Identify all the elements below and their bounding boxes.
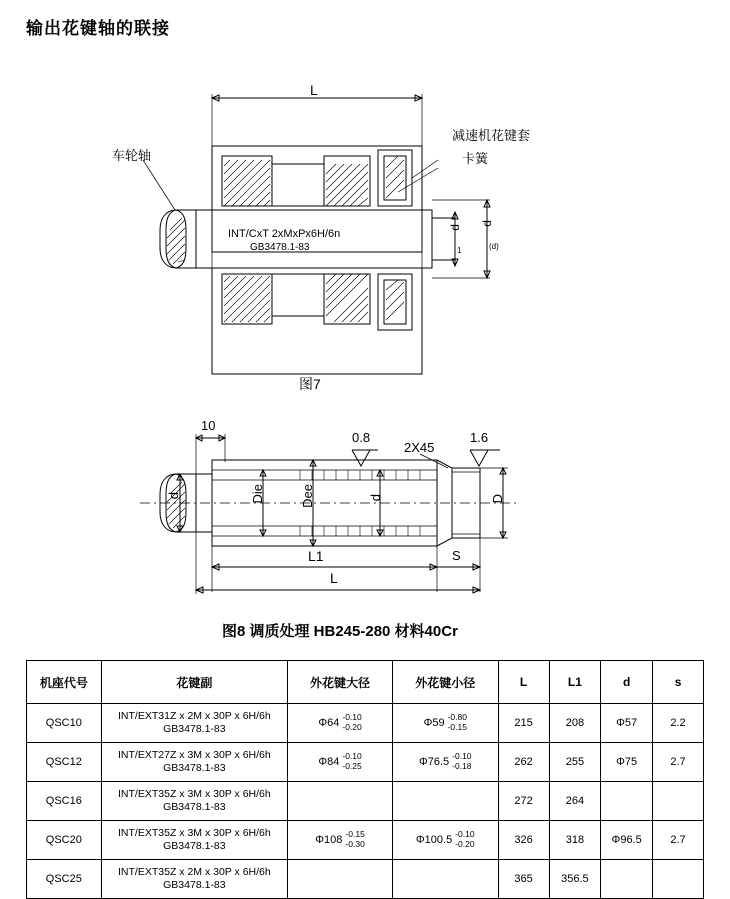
dimension-S: S: [452, 548, 461, 563]
cell-d: [601, 860, 653, 899]
cell-L1: 208: [549, 704, 601, 743]
spline-line-2: GB3478.1-83: [163, 723, 226, 735]
spline-line-2: GB3478.1-83: [163, 801, 226, 813]
dimension-Die: Die: [250, 484, 265, 504]
cell-d: Φ96.5: [601, 821, 653, 860]
dimension-chamfer-10: 10: [201, 418, 216, 433]
figure-8: [0, 412, 730, 622]
figure-7-caption: 图7: [299, 376, 321, 392]
dimension-dd-subscript: (d): [489, 242, 499, 251]
spline-line-1: INT/EXT35Z x 2M x 30P x 6H/6h: [118, 865, 271, 878]
cell-d: Φ75: [601, 743, 653, 782]
major-tol-lower: -0.25: [342, 761, 362, 771]
cell-major-dia: [288, 743, 393, 782]
cell-d: [601, 782, 653, 821]
cell-s: 2.7: [653, 821, 704, 860]
dimension-L-fig8: L: [330, 570, 338, 586]
cell-s: 2.2: [653, 704, 704, 743]
major-tol-lower: -0.20: [342, 722, 362, 732]
cell-s: [653, 860, 704, 899]
header-s: s: [653, 661, 704, 704]
dimension-D: D: [490, 494, 505, 504]
minor-tol-upper: -0.10: [452, 751, 472, 762]
table-row: [27, 704, 704, 743]
cell-code: QSC12: [27, 743, 102, 782]
dimension-d1-label: d: [448, 224, 462, 231]
cell-L1: 255: [549, 743, 601, 782]
cell-L: 262: [498, 743, 549, 782]
major-dia-value: Φ108: [315, 834, 343, 846]
cell-spline: [101, 782, 287, 821]
dimension-d1-subscript: 1: [457, 246, 462, 255]
dimension-dd-label: d: [480, 220, 494, 227]
table-header-row: [27, 661, 704, 704]
cell-L1: 264: [549, 782, 601, 821]
cell-minor-dia: [393, 782, 499, 821]
minor-tol-lower: -0.18: [452, 761, 472, 771]
cell-major-dia: [288, 704, 393, 743]
spline-line-2: GB3478.1-83: [163, 879, 226, 891]
cell-spline: [101, 743, 287, 782]
table-row: [27, 860, 704, 899]
minor-dia-value: Φ100.5: [415, 834, 453, 846]
header-spline: 花键副: [101, 661, 287, 704]
dimension-L1: L1: [308, 548, 324, 564]
cell-code: QSC10: [27, 704, 102, 743]
cell-major-dia: [288, 860, 393, 899]
page-title: 输出花键轴的联接: [26, 19, 170, 38]
spec-table: [26, 660, 704, 899]
shaft-marking-line2: GB3478.1-83: [250, 242, 310, 253]
table-row: [27, 782, 704, 821]
cell-spline: [101, 821, 287, 860]
minor-tol-lower: -0.15: [447, 722, 467, 732]
cell-L1: 356.5: [549, 860, 601, 899]
figure-7: [0, 60, 730, 390]
cell-d: Φ57: [601, 704, 653, 743]
cell-s: [653, 782, 704, 821]
cell-minor-dia: [393, 704, 499, 743]
minor-tol-upper: -0.80: [447, 712, 467, 723]
cell-L: 326: [498, 821, 549, 860]
header-L: L: [498, 661, 549, 704]
spline-line-2: GB3478.1-83: [163, 840, 226, 852]
cell-s: 2.7: [653, 743, 704, 782]
minor-tol-upper: -0.10: [455, 829, 475, 840]
figure-7-svg: [0, 60, 730, 390]
cell-spline: [101, 704, 287, 743]
dimension-d-small: d: [166, 492, 181, 500]
header-L1: L1: [549, 661, 601, 704]
cell-L: 215: [498, 704, 549, 743]
minor-tol-lower: -0.20: [455, 839, 475, 849]
header-d: d: [601, 661, 653, 704]
cell-major-dia: [288, 782, 393, 821]
spline-line-1: INT/EXT27Z x 3M x 30P x 6H/6h: [118, 748, 271, 761]
cell-minor-dia: [393, 743, 499, 782]
cell-minor-dia: [393, 821, 499, 860]
cell-minor-dia: [393, 860, 499, 899]
header-code: 机座代号: [27, 661, 102, 704]
header-minor-dia: 外花键小径: [393, 661, 499, 704]
dimension-Dee: Dee: [300, 484, 315, 508]
chamfer-2x45: 2X45: [404, 440, 435, 455]
spline-line-1: INT/EXT35Z x 3M x 30P x 6H/6h: [118, 787, 271, 800]
cell-code: QSC20: [27, 821, 102, 860]
minor-dia-value: Φ59: [423, 717, 445, 729]
shaft-marking-line1: INT/CxT 2xMxPx6H/6n: [228, 228, 341, 240]
roughness-1-6: 1.6: [470, 430, 489, 445]
table-row: [27, 821, 704, 860]
spline-line-1: INT/EXT35Z x 3M x 30P x 6H/6h: [118, 826, 271, 839]
header-major-dia: 外花键大径: [288, 661, 393, 704]
cell-code: QSC16: [27, 782, 102, 821]
spline-line-2: GB3478.1-83: [163, 762, 226, 774]
callout-snap-ring: 卡簧: [462, 151, 489, 166]
cell-L1: 318: [549, 821, 601, 860]
minor-dia-value: Φ76.5: [418, 756, 450, 768]
dimension-L-label: L: [310, 82, 318, 98]
dimension-d-mid: d: [368, 494, 383, 502]
callout-wheel-shaft: 车轮轴: [112, 148, 152, 163]
roughness-0-8: 0.8: [352, 430, 371, 445]
major-dia-value: Φ84: [318, 756, 340, 768]
cell-L: 365: [498, 860, 549, 899]
spline-line-1: INT/EXT31Z x 2M x 30P x 6H/6h: [118, 709, 271, 722]
cell-L: 272: [498, 782, 549, 821]
cell-major-dia: [288, 821, 393, 860]
cell-code: QSC25: [27, 860, 102, 899]
major-tol-upper: -0.10: [342, 751, 362, 762]
major-dia-value: Φ64: [318, 717, 340, 729]
cell-spline: [101, 860, 287, 899]
table-row: [27, 743, 704, 782]
figure-8-caption: 图8 调质处理 HB245-280 材料40Cr: [222, 623, 458, 640]
major-tol-upper: -0.15: [345, 829, 365, 840]
major-tol-upper: -0.10: [342, 712, 362, 723]
callout-reducer-spline-sleeve: 减速机花键套: [452, 128, 531, 143]
major-tol-lower: -0.30: [345, 839, 365, 849]
